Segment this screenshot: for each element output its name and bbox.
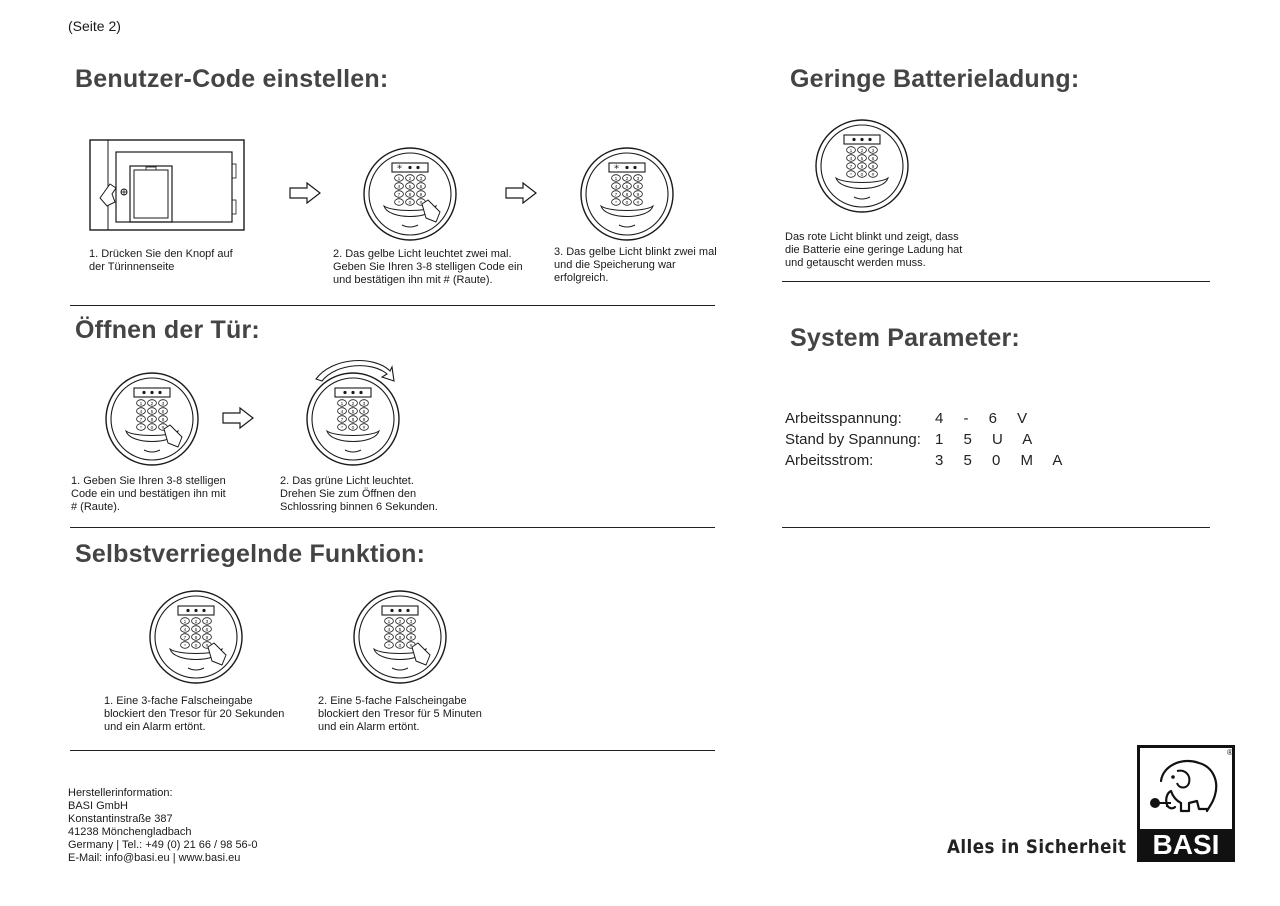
keypad-key-label: 2 — [150, 401, 154, 407]
keypad-key-label: 0 — [625, 200, 629, 206]
keypad-illustration-step3 — [579, 146, 675, 242]
keypad-key-label: 5 — [351, 409, 355, 415]
keypad-illustration-step2 — [362, 146, 458, 242]
divider — [70, 305, 715, 306]
keypad-key-label: 8 — [194, 635, 198, 641]
keypad-key-label: 6 — [636, 184, 640, 190]
keypad-key-label: # — [205, 643, 209, 649]
keypad-key-label: 6 — [419, 184, 423, 190]
keypad-key-label: 1 — [183, 619, 187, 625]
led-indicator — [852, 138, 855, 141]
led-indicator — [390, 609, 393, 612]
keypad-key-label: 1 — [387, 619, 391, 625]
brand-slogan: Alles in Sicherheit — [947, 836, 1127, 858]
keypad-key-label: # — [362, 425, 366, 431]
keypad-key-label: 7 — [183, 635, 187, 641]
keypad-key-label: 0 — [408, 200, 412, 206]
keypad-key-label: 5 — [150, 409, 154, 415]
led-indicator — [186, 609, 189, 612]
arrow-right-icon — [505, 182, 537, 204]
keypad-key-label: 5 — [625, 184, 629, 190]
keypad-key-label: 3 — [362, 401, 366, 407]
keypad-key-label: 4 — [849, 156, 853, 162]
keypad-key-label: 2 — [351, 401, 355, 407]
keypad-key-label: 4 — [614, 184, 618, 190]
led-indicator — [398, 609, 401, 612]
set-code-step-2-caption: 2. Das gelbe Licht leuchtet zwei mal. Geben Sie Ihren 3-8 stelligen Code ein und bestätigen ihn mit # (Raute). — [333, 248, 523, 286]
keypad-key-label: 3 — [409, 619, 413, 625]
blink-star-icon: * — [614, 163, 619, 175]
parameter-label: Arbeitsspannung: — [785, 410, 902, 427]
parameter-row — [785, 450, 1070, 471]
keypad-illustration-open-1 — [104, 371, 200, 467]
parameter-row — [785, 408, 1070, 429]
open-door-step-1-caption: 1. Geben Sie Ihren 3-8 stelligen Code ein und bestätigen ihn mit # (Raute). — [71, 475, 226, 513]
keypad-illustration-lock-2 — [352, 589, 448, 685]
led-indicator — [633, 166, 636, 169]
keypad-illustration-open-2 — [305, 371, 401, 467]
keypad-key-label: 6 — [871, 156, 875, 162]
keypad-key-label: 2 — [194, 619, 198, 625]
keypad-key-label: * — [341, 425, 343, 431]
page-label: (Seite 2) — [68, 18, 121, 34]
keypad-key-label: 8 — [408, 192, 412, 198]
divider — [782, 527, 1210, 528]
parameter-row — [785, 429, 1070, 450]
led-indicator — [625, 166, 628, 169]
keypad-key-label: 1 — [397, 176, 401, 182]
keypad-key-label: 7 — [849, 164, 853, 170]
parameter-value: 1 5 U A — [935, 431, 1041, 448]
led-indicator — [158, 391, 161, 394]
keypad-key-label: 0 — [150, 425, 154, 431]
keypad-key-label: 9 — [205, 635, 209, 641]
keypad-key-label: # — [419, 200, 423, 206]
keypad-key-label: 8 — [398, 635, 402, 641]
arrow-right-icon — [289, 182, 321, 204]
keypad-key-label: # — [161, 425, 165, 431]
keypad-key-label: 2 — [408, 176, 412, 182]
set-code-step-3-caption: 3. Das gelbe Licht blinkt zwei mal und die Speicherung war erfolgreich. — [554, 246, 717, 284]
keypad-key-label: 9 — [161, 417, 165, 423]
keypad-key-label: 6 — [362, 409, 366, 415]
keypad-key-label: 6 — [409, 627, 413, 633]
led-indicator — [142, 391, 145, 394]
keypad-key-label: 0 — [194, 643, 198, 649]
led-indicator — [194, 609, 197, 612]
heading-self-lock: Selbstverriegelnde Funktion: — [75, 540, 426, 568]
keypad-illustration-battery — [814, 118, 910, 214]
keypad-key-label: 8 — [860, 164, 864, 170]
keypad-key-label: 1 — [849, 148, 853, 154]
keypad-key-label: 4 — [397, 184, 401, 190]
keypad-key-label: * — [184, 643, 186, 649]
divider — [70, 527, 715, 528]
keypad-key-label: 8 — [351, 417, 355, 423]
registered-mark: ® — [1227, 748, 1233, 757]
keypad-key-label: 6 — [161, 409, 165, 415]
keypad-key-label: 9 — [419, 192, 423, 198]
keypad-key-label: 3 — [871, 148, 875, 154]
safe-door-illustration — [88, 138, 248, 234]
self-lock-step-2-caption: 2. Eine 5-fache Falscheingabe blockiert den Tresor für 5 Minuten und ein Alarm ertönt. — [318, 695, 482, 733]
heading-system-parameters: System Parameter: — [790, 324, 1020, 352]
parameter-value: 4 - 6 V — [935, 410, 1036, 427]
keypad-key-label: 3 — [161, 401, 165, 407]
keypad-key-label: # — [409, 643, 413, 649]
heading-open-door: Öffnen der Tür: — [75, 316, 260, 344]
keypad-key-label: 5 — [398, 627, 402, 633]
parameter-value: 3 5 0 M A — [935, 452, 1071, 469]
blink-star-icon: * — [397, 163, 402, 175]
low-battery-caption: Das rote Licht blinkt und zeigt, dass die Batterie eine geringe Ladung hat und getauscht werden muss. — [785, 231, 963, 269]
keypad-key-label: * — [140, 425, 142, 431]
keypad-key-label: 7 — [340, 417, 344, 423]
self-lock-step-1-caption: 1. Eine 3-fache Falscheingabe blockiert den Tresor für 20 Sekunden und ein Alarm ertönt. — [104, 695, 285, 733]
led-indicator — [202, 609, 205, 612]
keypad-key-label: 7 — [397, 192, 401, 198]
keypad-key-label: 1 — [340, 401, 344, 407]
keypad-key-label: 8 — [625, 192, 629, 198]
basi-logo — [1137, 745, 1235, 862]
arrow-right-icon — [222, 407, 254, 429]
keypad-key-label: 9 — [362, 417, 366, 423]
led-indicator — [868, 138, 871, 141]
keypad-key-label: 2 — [625, 176, 629, 182]
keypad-key-label: 2 — [860, 148, 864, 154]
open-door-step-2-caption: 2. Das grüne Licht leuchtet. Drehen Sie zum Öffnen den Schlossring binnen 6 Sekunden. — [280, 475, 438, 513]
keypad-key-label: 4 — [387, 627, 391, 633]
keypad-illustration-lock-1 — [148, 589, 244, 685]
keypad-key-label: * — [850, 172, 852, 178]
keypad-key-label: * — [388, 643, 390, 649]
keypad-key-label: 9 — [409, 635, 413, 641]
led-indicator — [150, 391, 153, 394]
parameter-label: Arbeitsstrom: — [785, 452, 874, 469]
led-indicator — [406, 609, 409, 612]
keypad-key-label: # — [636, 200, 640, 206]
keypad-key-label: 6 — [205, 627, 209, 633]
keypad-key-label: 3 — [636, 176, 640, 182]
keypad-key-label: 7 — [614, 192, 618, 198]
logo-text: BASI — [1152, 829, 1220, 860]
led-indicator — [408, 166, 411, 169]
keypad-key-label: 3 — [419, 176, 423, 182]
set-code-step-1-caption: 1. Drücken Sie den Knopf auf der Türinnenseite — [89, 248, 233, 273]
keypad-key-label: 5 — [860, 156, 864, 162]
keypad-key-label: 4 — [183, 627, 187, 633]
keypad-key-label: 2 — [398, 619, 402, 625]
keypad-key-label: 5 — [194, 627, 198, 633]
keypad-key-label: 8 — [150, 417, 154, 423]
keypad-key-label: 7 — [139, 417, 143, 423]
keypad-key-label: 3 — [205, 619, 209, 625]
led-indicator — [860, 138, 863, 141]
keypad-key-label: 7 — [387, 635, 391, 641]
keypad-key-label: # — [871, 172, 875, 178]
keypad-key-label: 1 — [614, 176, 618, 182]
keypad-key-label: 9 — [871, 164, 875, 170]
system-parameter-table — [785, 408, 1070, 471]
keypad-key-label: 4 — [139, 409, 143, 415]
keypad-key-label: * — [398, 200, 400, 206]
heading-set-code: Benutzer-Code einstellen: — [75, 65, 389, 93]
led-indicator — [351, 391, 354, 394]
keypad-key-label: 9 — [636, 192, 640, 198]
led-indicator — [359, 391, 362, 394]
heading-low-battery: Geringe Batterieladung: — [790, 65, 1080, 93]
keypad-key-label: * — [615, 200, 617, 206]
led-indicator — [343, 391, 346, 394]
keypad-key-label: 4 — [340, 409, 344, 415]
keypad-key-label: 0 — [860, 172, 864, 178]
keypad-key-label: 1 — [139, 401, 143, 407]
parameter-label: Stand by Spannung: — [785, 431, 921, 448]
keypad-key-label: 0 — [398, 643, 402, 649]
manufacturer-info: Herstellerinformation: BASI GmbH Konstantinstraße 387 41238 Mönchengladbach Germany | Tel.: +49 (0) 21 66 / 98 56-0 E-Mail: info@basi.eu | www.basi.eu — [68, 787, 258, 864]
keypad-key-label: 5 — [408, 184, 412, 190]
divider — [782, 281, 1210, 282]
divider — [70, 750, 715, 751]
keypad-key-label: 0 — [351, 425, 355, 431]
led-indicator — [416, 166, 419, 169]
